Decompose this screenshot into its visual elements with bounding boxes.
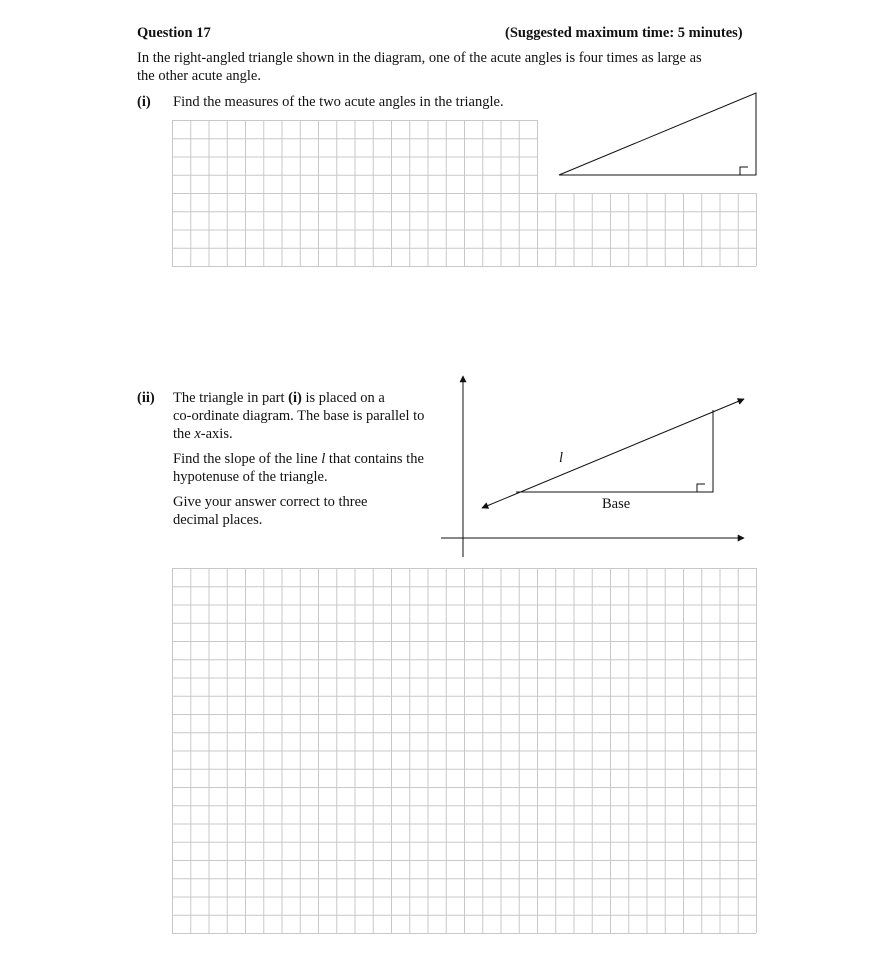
line-l-label: l — [559, 450, 564, 466]
part-ii-find-c: that contains the — [325, 451, 424, 467]
part-i-text: Find the measures of the two acute angles in the triangle. — [173, 94, 504, 110]
part-ii-find-line2: hypotenuse of the triangle. — [173, 469, 328, 485]
part-ii-line1-ref: (i) — [288, 390, 302, 406]
part-ii-line3-x: x — [194, 426, 201, 442]
part-ii-line3-c: -axis. — [200, 426, 233, 442]
base-label: Base — [602, 496, 631, 512]
part-ii-marker: (ii) — [137, 390, 155, 406]
part-ii-give-line2: decimal places. — [173, 512, 263, 528]
part-ii-line2: co-ordinate diagram. The base is parallel to — [173, 408, 425, 424]
question-intro-line1: In the right-angled triangle shown in the diagram, one of the acute angles is four times as large as — [137, 50, 702, 66]
part-ii-line1-a: The triangle in part — [173, 390, 289, 406]
question-intro-line2: the other acute angle. — [137, 68, 261, 84]
triangle-legs — [516, 410, 713, 492]
right-angle-mark — [740, 167, 748, 175]
grid-part-i-lower — [172, 193, 757, 267]
part-i-marker: (i) — [137, 94, 151, 110]
question-title: Question 17 — [137, 25, 211, 41]
grid-part-i-upper — [172, 120, 538, 194]
part-ii-line1-c: is placed on a — [301, 390, 385, 406]
part-ii-find-a: Find the slope of the line — [173, 451, 322, 467]
part-ii-find-l: l — [321, 451, 326, 467]
answer-grids — [172, 120, 757, 934]
coordinate-diagram — [441, 376, 744, 557]
right-angle-mark-ii — [697, 484, 705, 492]
part-ii-give-line1: Give your answer correct to three — [173, 494, 368, 510]
part-ii-line3-a: the — [173, 426, 195, 442]
triangle-diagram-i — [559, 93, 756, 175]
time-note: (Suggested maximum time: 5 minutes) — [505, 25, 743, 41]
grid-part-ii — [172, 568, 757, 934]
